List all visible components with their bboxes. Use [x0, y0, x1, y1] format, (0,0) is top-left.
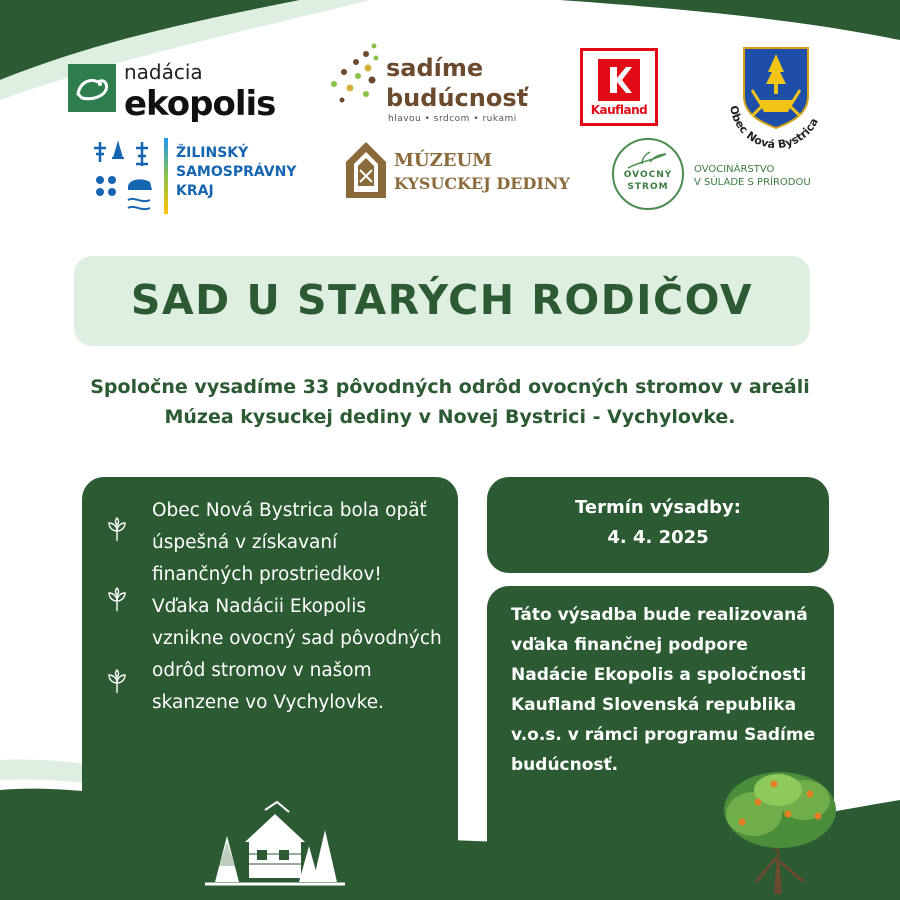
ovocny-strom-logo: [610, 136, 820, 216]
kaufland-logo: [580, 48, 658, 126]
leaf-icon: [104, 587, 130, 613]
house-illustration: [205, 796, 345, 886]
zilinsky-line2: SAMOSPRÁVNY: [176, 164, 297, 180]
muzeum-house-icon: [344, 140, 388, 200]
zilinsky-emblem-icon: [92, 138, 160, 214]
ovocny-circle-line1: OVOCNÝ: [623, 170, 673, 180]
zilinsky-line1: ŽILINSKÝ: [176, 145, 249, 161]
zilinsky-kraj-logo: [92, 138, 297, 216]
muzeum-logo: [344, 140, 584, 202]
muzeum-line1: MÚZEUM: [394, 150, 493, 171]
ekopolis-logo: [68, 62, 298, 122]
ekopolis-mark-icon: [68, 64, 116, 112]
muzeum-line2: KYSUCKEJ DEDINY: [394, 174, 570, 193]
left-card-text: Obec Nová Bystrica bola opäť úspešná v získavaní finančných prostriedkov! Vďaka Nadácii Ekopolis vznikne ovocný sad pôvodných odrôd stromov v našom skanzene vo Vychylovke.: [152, 500, 442, 713]
ovocny-right-line2: V SÚLADE S PRÍRODOU: [694, 177, 811, 188]
sadime-line2: budúcnosť: [386, 84, 529, 112]
page-title: SAD U STARÝCH RODIČOV: [130, 276, 754, 324]
kaufland-k-icon: [598, 59, 640, 101]
leaf-icon: [104, 517, 130, 543]
dots-icon: [322, 40, 384, 110]
planting-date-label: Termín výsadby:: [574, 497, 741, 518]
intro-text: Spoločne vysadíme 33 pôvodných odrôd ovocných stromov v areáli Múzea kysuckej dediny v Novej Bystrici - Vychylovke.: [90, 376, 810, 428]
kaufland-name: Kaufland: [590, 103, 648, 117]
title-banner: [74, 256, 810, 346]
ovocny-right-line1: OVOCINÁRSTVO: [694, 164, 775, 175]
zilinsky-line3: KRAJ: [176, 183, 214, 199]
ekopolis-line2: ekopolis: [124, 84, 276, 124]
sadime-tagline: hlavou • srdcom • rukami: [388, 114, 517, 124]
zilinsky-text: [176, 144, 296, 201]
planting-date-card: [487, 477, 829, 573]
ovocny-circle-line2: STROM: [627, 182, 669, 192]
sadime-line1: sadíme: [386, 54, 484, 82]
funding-info-text: Táto výsadba bude realizovaná vďaka finančnej podpore Nadácie Ekopolis a spoločnosti Kaufland Slovenská republika v.o.s. v rámci programu Sadíme budúcnosť.: [511, 605, 816, 775]
sadime-buducnost-logo: [322, 40, 532, 130]
leaf-icon: [104, 669, 130, 695]
tree-illustration: [718, 770, 840, 894]
planting-date-value: 4. 4. 2025: [607, 527, 709, 548]
bystrica-text: Obec Nová Bystrica: [727, 104, 821, 152]
color-bar: [164, 138, 168, 214]
ekopolis-line1: nadácia: [124, 60, 203, 84]
